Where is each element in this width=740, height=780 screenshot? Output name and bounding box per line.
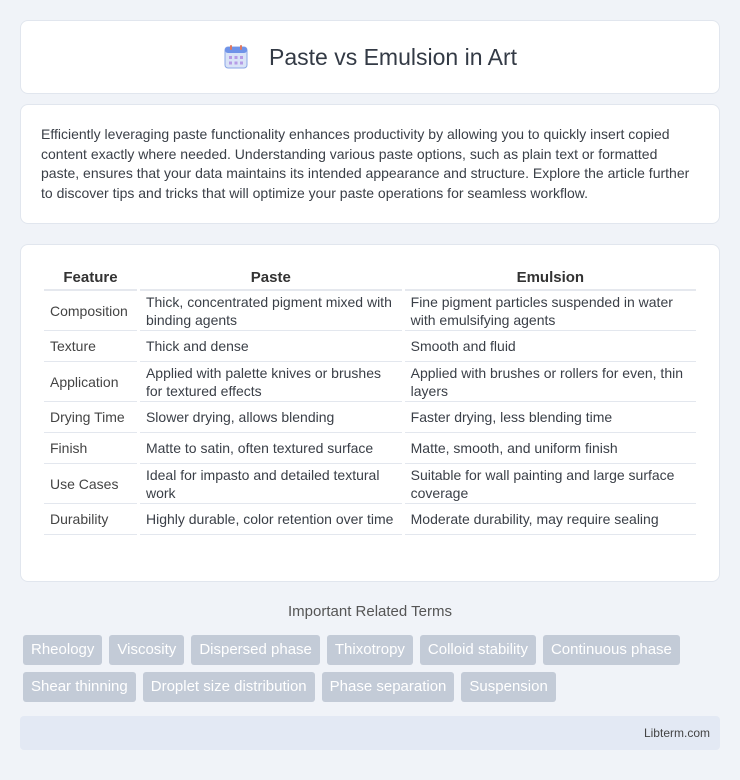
- related-term-tag[interactable]: Droplet size distribution: [143, 672, 315, 702]
- related-term-tag[interactable]: Suspension: [461, 672, 555, 702]
- emulsion-cell: Suitable for wall painting and large surface coverage: [405, 464, 696, 504]
- related-term-tag[interactable]: Thixotropy: [327, 635, 413, 665]
- table-row: [44, 433, 696, 464]
- paste-cell: Applied with palette knives or brushes for textured effects: [140, 362, 402, 402]
- footer: [20, 716, 720, 750]
- emulsion-cell: Faster drying, less blending time: [405, 402, 696, 433]
- table-row: [44, 362, 696, 402]
- column-header-feature: Feature: [44, 265, 137, 291]
- column-header-emulsion: Emulsion: [405, 265, 696, 291]
- table-row: [44, 464, 696, 504]
- paste-cell: Slower drying, allows blending: [140, 402, 402, 433]
- paste-cell: Thick and dense: [140, 331, 402, 362]
- title-wrap: [223, 44, 517, 71]
- feature-cell: Use Cases: [44, 464, 137, 504]
- comparison-card: [20, 244, 720, 582]
- paste-cell: Thick, concentrated pigment mixed with binding agents: [140, 291, 402, 331]
- calendar-icon: [223, 44, 249, 70]
- emulsion-cell: Applied with brushes or rollers for even, thin layers: [405, 362, 696, 402]
- related-term-tag[interactable]: Rheology: [23, 635, 102, 665]
- feature-cell: Composition: [44, 291, 137, 331]
- related-terms-list: [23, 635, 723, 702]
- header-card: [20, 20, 720, 94]
- feature-cell: Finish: [44, 433, 137, 464]
- related-term-tag[interactable]: Dispersed phase: [191, 635, 320, 665]
- footer-site-link[interactable]: Libterm.com: [643, 726, 710, 740]
- table-row: [44, 402, 696, 433]
- emulsion-cell: Fine pigment particles suspended in water with emulsifying agents: [405, 291, 696, 331]
- page-title: Paste vs Emulsion in Art: [269, 43, 517, 70]
- feature-cell: Drying Time: [44, 402, 137, 433]
- intro-card: [20, 104, 720, 224]
- table-row: [44, 504, 696, 535]
- feature-cell: Texture: [44, 331, 137, 362]
- intro-text: Efficiently leveraging paste functionality enhances productivity by allowing you to quickly insert copied content exactly where needed. Understanding various paste options, such as plain text or formatted paste, ensures that your data maintains its intended appearance and structure. Explore the article further to discover tips and tricks that will optimize your paste operations for seamless workflow.: [41, 126, 690, 201]
- paste-cell: Ideal for impasto and detailed textural work: [140, 464, 402, 504]
- table-header-row: [44, 265, 696, 291]
- column-header-paste: Paste: [140, 265, 402, 291]
- table-row: [44, 291, 696, 331]
- related-term-tag[interactable]: Phase separation: [322, 672, 455, 702]
- feature-cell: Application: [44, 362, 137, 402]
- table-row: [44, 331, 696, 362]
- related-term-tag[interactable]: Continuous phase: [543, 635, 680, 665]
- emulsion-cell: Moderate durability, may require sealing: [405, 504, 696, 535]
- emulsion-cell: Matte, smooth, and uniform finish: [405, 433, 696, 464]
- related-terms-title: Important Related Terms: [288, 603, 452, 620]
- feature-cell: Durability: [44, 504, 137, 535]
- related-term-tag[interactable]: Colloid stability: [420, 635, 536, 665]
- paste-cell: Highly durable, color retention over time: [140, 504, 402, 535]
- emulsion-cell: Smooth and fluid: [405, 331, 696, 362]
- paste-cell: Matte to satin, often textured surface: [140, 433, 402, 464]
- related-term-tag[interactable]: Shear thinning: [23, 672, 136, 702]
- comparison-table: [41, 265, 699, 535]
- related-term-tag[interactable]: Viscosity: [109, 635, 184, 665]
